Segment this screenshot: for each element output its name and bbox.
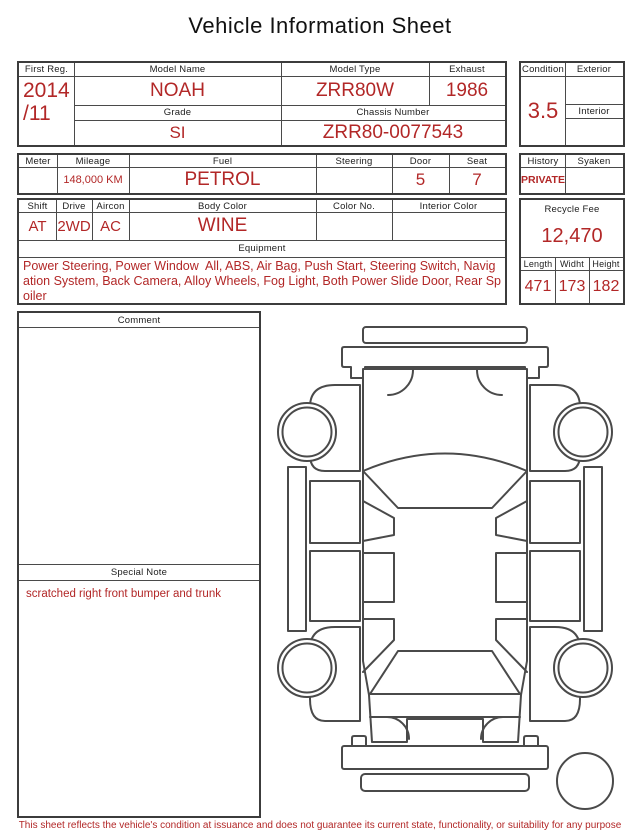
mileage-label: Mileage — [75, 155, 111, 167]
fuel-label: Fuel — [212, 155, 233, 167]
aircon-label: Aircon — [96, 200, 125, 212]
steering-label: Steering — [335, 155, 373, 167]
right-side-sill — [584, 467, 602, 631]
model-name-value: NOAH — [150, 79, 205, 101]
body-color-value: WINE — [197, 215, 248, 236]
front-left-wheel — [278, 403, 336, 461]
grade-label: Grade — [163, 107, 192, 118]
exhaust-label: Exhaust — [449, 64, 485, 75]
model-type-value: ZRR80W — [315, 79, 395, 101]
equipment-label: Equipment — [238, 243, 286, 254]
history-label: History — [527, 155, 559, 167]
color-no-label: Color No. — [333, 200, 375, 212]
drive-value: 2WD — [57, 217, 91, 235]
seat-label: Seat — [466, 155, 488, 167]
height-label: Height — [592, 258, 620, 269]
fuel-value: PETROL — [184, 169, 261, 190]
recycle-fee-label: Recycle Fee — [544, 203, 600, 215]
special-note-value: scratched right front bumper and trunk — [26, 588, 221, 600]
rear-bumper-left-tab — [352, 736, 366, 746]
steering-value — [316, 167, 392, 193]
interior-color-label: Interior Color — [419, 200, 478, 212]
aircon-value: AC — [100, 217, 121, 235]
door-label: Door — [409, 155, 432, 167]
interior-value — [565, 118, 623, 145]
width-value: 173 — [558, 277, 586, 295]
door-value: 5 — [415, 170, 426, 189]
vehicle-top-view-diagram — [273, 315, 633, 811]
exterior-value — [565, 76, 623, 104]
length-label: Length — [523, 258, 553, 269]
condition-label: Condition — [522, 64, 564, 75]
chassis-number-value: ZRR80-0077543 — [322, 121, 464, 143]
front-grille-bar — [363, 327, 527, 343]
first-reg-label: First Reg. — [24, 64, 69, 75]
first-reg-value: 2014 /11 — [23, 79, 70, 125]
length-value: 471 — [524, 277, 552, 295]
syaken-label: Syaken — [577, 155, 611, 167]
seat-value: 7 — [472, 170, 482, 189]
table-vehicle-identity — [17, 61, 507, 147]
exhaust-value: 1986 — [445, 79, 489, 101]
condition-value: 3.5 — [527, 97, 559, 123]
table-history — [519, 153, 625, 195]
table-mileage-row — [17, 153, 507, 195]
mileage-value: 148,000 KM — [63, 174, 123, 186]
rear-bumper-bar — [342, 746, 548, 769]
recycle-fee-value: 12,470 — [541, 225, 603, 247]
left-front-door-panel — [310, 481, 360, 543]
model-name-label: Model Name — [149, 64, 206, 75]
left-side-sill — [288, 467, 306, 631]
shift-label: Shift — [27, 200, 48, 212]
front-right-wheel — [554, 403, 612, 461]
right-slide-door-panel — [530, 551, 580, 621]
meter-value — [19, 167, 57, 193]
rear-bumper-right-tab — [524, 736, 538, 746]
spare-tire — [557, 753, 613, 809]
disclaimer-text: This sheet reflects the vehicle's condition at issuance and does not guarantee its current state, functionality, or suitability for any purpose — [18, 820, 622, 831]
height-value: 182 — [592, 277, 620, 295]
comment-special-note-box — [17, 311, 261, 818]
left-slide-door-panel — [310, 551, 360, 621]
interior-color-value — [392, 212, 505, 240]
meter-label: Meter — [25, 155, 51, 167]
comment-label: Comment — [117, 314, 161, 326]
grade-value: SI — [169, 122, 186, 142]
drive-label: Drive — [62, 200, 86, 212]
equipment-value: Power Steering, Power Window All, ABS, Air Bag, Push Start, Steering Switch, Navigation System, Back Camera, Alloy Wheels, Fog Light, Both Power Slide Door, Rear Spoiler — [23, 259, 501, 303]
syaken-value — [565, 167, 623, 193]
table-drivetrain-equipment — [17, 198, 507, 305]
rear-trim-bar — [361, 774, 529, 791]
history-value: PRIVATE — [521, 174, 565, 186]
right-front-door-panel — [530, 481, 580, 543]
comment-value — [23, 331, 255, 561]
rear-right-wheel — [554, 639, 612, 697]
shift-value: AT — [28, 217, 47, 235]
table-condition — [519, 61, 625, 147]
special-note-label: Special Note — [110, 566, 168, 578]
rear-left-wheel — [278, 639, 336, 697]
color-no-value — [316, 212, 392, 240]
page-title: Vehicle Information Sheet — [188, 13, 452, 38]
model-type-label: Model Type — [329, 64, 381, 75]
interior-label: Interior — [578, 105, 610, 117]
exterior-label: Exterior — [576, 64, 612, 75]
table-recycle-dimensions — [519, 198, 625, 305]
chassis-number-label: Chassis Number — [356, 107, 430, 118]
width-label: Widht — [559, 258, 584, 269]
body-color-label: Body Color — [198, 200, 247, 212]
